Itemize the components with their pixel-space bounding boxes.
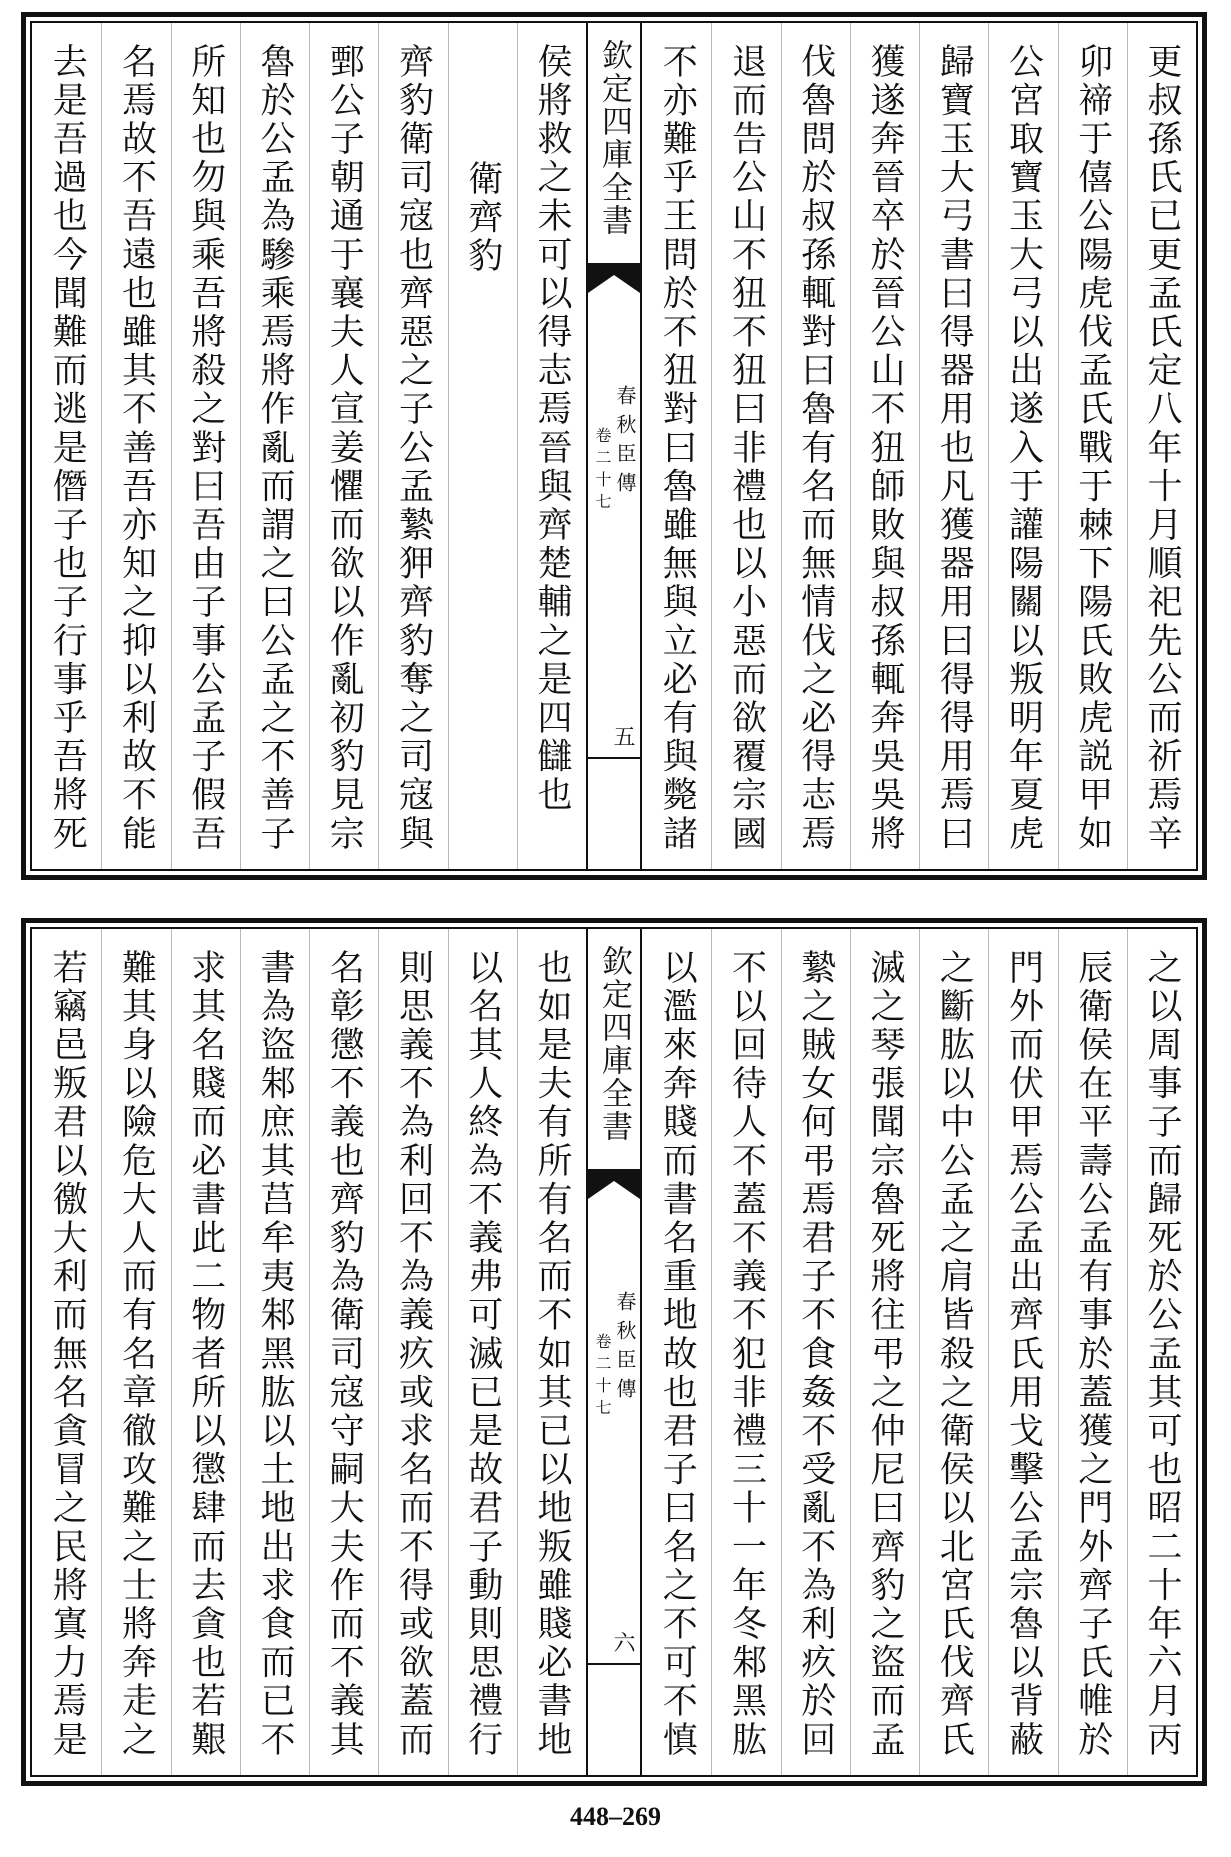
- text-column-8: 不亦難乎王問於不狃對曰魯雖無與立必有與斃諸: [657, 43, 698, 854]
- text-column-6: 縶之賊女何弔焉君子不食姦不受亂不為利疚於回: [781, 929, 850, 1775]
- text-column-15: 難其身以險危大人而有名章徹攻難之士將奔走之: [101, 929, 170, 1775]
- inner-frame: [30, 21, 1198, 871]
- text-column-1: 之以周事子而歸死於公孟其可也昭二十年六月丙: [1127, 929, 1196, 1775]
- volume-label: 卷二十七: [593, 427, 612, 515]
- text-column-7: 退而告公山不狃不狃曰非禮也以小惡而欲覆宗國: [711, 23, 780, 869]
- bottom-spread: [21, 918, 1207, 1786]
- text-column-2: 卯禘于僖公陽虎伐孟氏戰于棘下陽氏敗虎説甲如: [1058, 23, 1127, 869]
- right-page: [642, 23, 1196, 869]
- right-page: [642, 929, 1196, 1775]
- page-reference-number: 448–269: [570, 1802, 661, 1831]
- book-title: 欽定四庫全書: [596, 945, 632, 1143]
- text-column-10: 以名其人終為不義弗可滅已是故君子動則思禮行: [448, 929, 517, 1775]
- left-page: [32, 929, 586, 1775]
- text-column-13: 書為盜邾庶其莒牟夷邾黑肱以土地出求食而已不: [240, 929, 309, 1775]
- text-column-15: 名焉故不吾遠也雖其不善吾亦知之抑以利故不能: [101, 23, 170, 869]
- text-column-2: 辰衛侯在平壽公孟有事於蓋獲之門外齊子氏帷於: [1058, 929, 1127, 1775]
- center-fold-column: [586, 929, 642, 1775]
- folio-number: 五: [610, 725, 635, 747]
- section-title: 春秋臣傳: [613, 1291, 637, 1407]
- volume-label: 卷二十七: [593, 1333, 612, 1421]
- text-column-14: 所知也勿與乘吾將殺之對曰吾由子事公孟子假吾: [171, 23, 240, 869]
- left-page: [32, 23, 586, 869]
- text-column-3: 公宮取寶玉大弓以出遂入于讙陽關以叛明年夏虎: [988, 23, 1057, 869]
- text-column-3: 門外而伏甲焉公孟出齊氏用戈擊公孟宗魯以背蔽: [988, 929, 1057, 1775]
- section-title: 春秋臣傳: [613, 385, 637, 501]
- text-column-4: 之斷肱以中公孟之肩皆殺之衛侯以北宮氏伐齊氏: [919, 929, 988, 1775]
- text-column-1: 更叔孫氏已更孟氏定八年十月順祀先公而祈焉辛: [1127, 23, 1196, 869]
- text-column-7: 不以回待人不蓋不義不犯非禮三十一年冬邾黑肱: [711, 929, 780, 1775]
- folio-rule: [588, 757, 640, 759]
- text-column-4: 歸寶玉大弓書曰得器用也凡獲器用曰得得用焉曰: [919, 23, 988, 869]
- fishtail-mark-icon: [588, 1169, 640, 1199]
- fishtail-mark-icon: [588, 263, 640, 293]
- text-column-6: 伐魯問於叔孫輒對曰魯有名而無情伐之必得志焉: [781, 23, 850, 869]
- text-column-9: 也如是夫有所有名而不如其已以地叛雖賤必書地: [517, 929, 586, 1775]
- text-column-5: 獲遂奔晉卒於晉公山不狃師敗與叔孫輒奔吳吳將: [850, 23, 919, 869]
- text-column-8: 以濫來奔賤而書名重地故也君子曰名之不可不慎: [657, 949, 698, 1760]
- text-column-16: 去是吾過也今聞難而逃是僭子也子行事乎吾將死: [47, 43, 88, 854]
- text-column-13: 魯於公孟為驂乘焉將作亂而謂之曰公孟之不善子: [240, 23, 309, 869]
- text-column-12: 鄄公子朝通于襄夫人宣姜懼而欲以作亂初豹見宗: [309, 23, 378, 869]
- folio-number: 六: [610, 1631, 635, 1653]
- text-column-5: 滅之琴張聞宗魯死將往弔之仲尼曰齊豹之盜而孟: [850, 929, 919, 1775]
- top-spread: [21, 12, 1207, 880]
- section-heading: 衛齊豹: [448, 23, 517, 869]
- text-column-16: 若竊邑叛君以徼大利而無名貪冒之民將寘力焉是: [47, 949, 88, 1760]
- book-title: 欽定四庫全書: [596, 39, 632, 237]
- text-column-9: 侯將救之未可以得志焉晉與齊楚輔之是四讎也: [517, 23, 586, 869]
- folio-rule: [588, 1663, 640, 1665]
- text-column-12: 名彰懲不義也齊豹為衛司寇守嗣大夫作而不義其: [309, 929, 378, 1775]
- inner-frame: [30, 927, 1198, 1777]
- center-fold-column: [586, 23, 642, 869]
- text-column-14: 求其名賤而必書此二物者所以懲肆而去貪也若艱: [171, 929, 240, 1775]
- text-column-11: 齊豹衛司寇也齊惡之子公孟縶狎齊豹奪之司寇與: [378, 23, 447, 869]
- text-column-11: 則思義不為利回不為義疚或求名而不得或欲蓋而: [378, 929, 447, 1775]
